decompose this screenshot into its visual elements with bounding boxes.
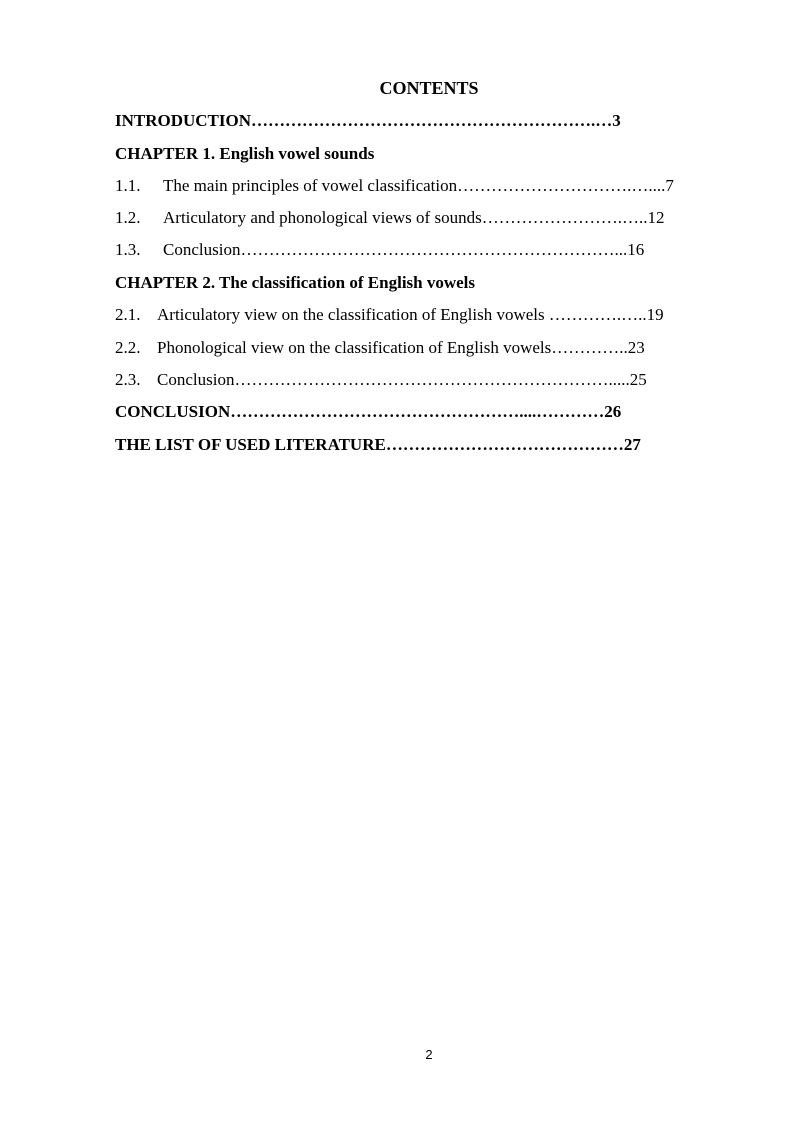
page-heading: CONTENTS <box>379 78 479 98</box>
toc-entry-title: THE LIST OF USED LITERATURE <box>115 435 386 454</box>
toc-entry-1-3 <box>115 239 644 261</box>
toc-page: 12 <box>647 208 665 227</box>
toc-page: 23 <box>627 338 645 357</box>
toc-entry-1-1 <box>115 175 674 197</box>
toc-chapter-2-heading: CHAPTER 2. The classification of English vowels <box>115 273 476 292</box>
toc-leader: …………………………………………………….… <box>251 111 613 130</box>
toc-number: 1.2. <box>115 208 141 227</box>
page-number: 2 <box>425 1047 433 1062</box>
toc-number: 1.1. <box>115 176 141 195</box>
toc-page: 16 <box>627 240 645 259</box>
toc-number: 2.1. <box>115 305 141 324</box>
toc-page: 26 <box>604 402 622 421</box>
toc-leader: …………………….….. <box>481 208 648 227</box>
toc-leader: ………….. <box>551 338 628 357</box>
toc-entry-2-2 <box>115 337 645 359</box>
toc-leader: …………………………………… <box>385 435 624 454</box>
toc-number: 2.2. <box>115 338 141 357</box>
toc-entry-2-1 <box>115 304 664 326</box>
toc-entry-title: CONCLUSION <box>115 402 231 421</box>
toc-leader: ………….….. <box>544 305 647 324</box>
toc-entry-title: Conclusion <box>163 240 241 259</box>
toc-entry-title: Articulatory and phonological views of sounds <box>163 208 482 227</box>
toc-entry-introduction <box>115 110 621 132</box>
toc-entry-literature <box>115 434 641 456</box>
toc-entry-title: INTRODUCTION <box>115 111 252 130</box>
toc-leader: …………………………………………………………... <box>240 240 628 259</box>
toc-page: 7 <box>665 176 674 195</box>
toc-number: 1.3. <box>115 240 141 259</box>
toc-entry-title: Articulatory view on the classification of English vowels <box>157 305 545 324</box>
toc-entry-title: Conclusion <box>157 370 235 389</box>
toc-entry-2-3 <box>115 369 647 391</box>
toc-page: 27 <box>623 435 641 454</box>
toc-page: 3 <box>612 111 621 130</box>
toc-entry-title: Phonological view on the classification of English vowels <box>157 338 552 357</box>
toc-leader: …………………………………………………………..... <box>234 370 630 389</box>
toc-entry-1-2 <box>115 207 664 229</box>
toc-entry-conclusion <box>115 401 621 423</box>
toc-page: 19 <box>646 305 664 324</box>
toc-leader: ………………………….….... <box>457 176 666 195</box>
toc-page: 25 <box>629 370 647 389</box>
toc-leader: ……………………………………………....………… <box>230 402 605 421</box>
toc-entry-title: The main principles of vowel classification <box>163 176 458 195</box>
toc-number: 2.3. <box>115 370 141 389</box>
toc-chapter-1-heading: CHAPTER 1. English vowel sounds <box>115 144 375 163</box>
